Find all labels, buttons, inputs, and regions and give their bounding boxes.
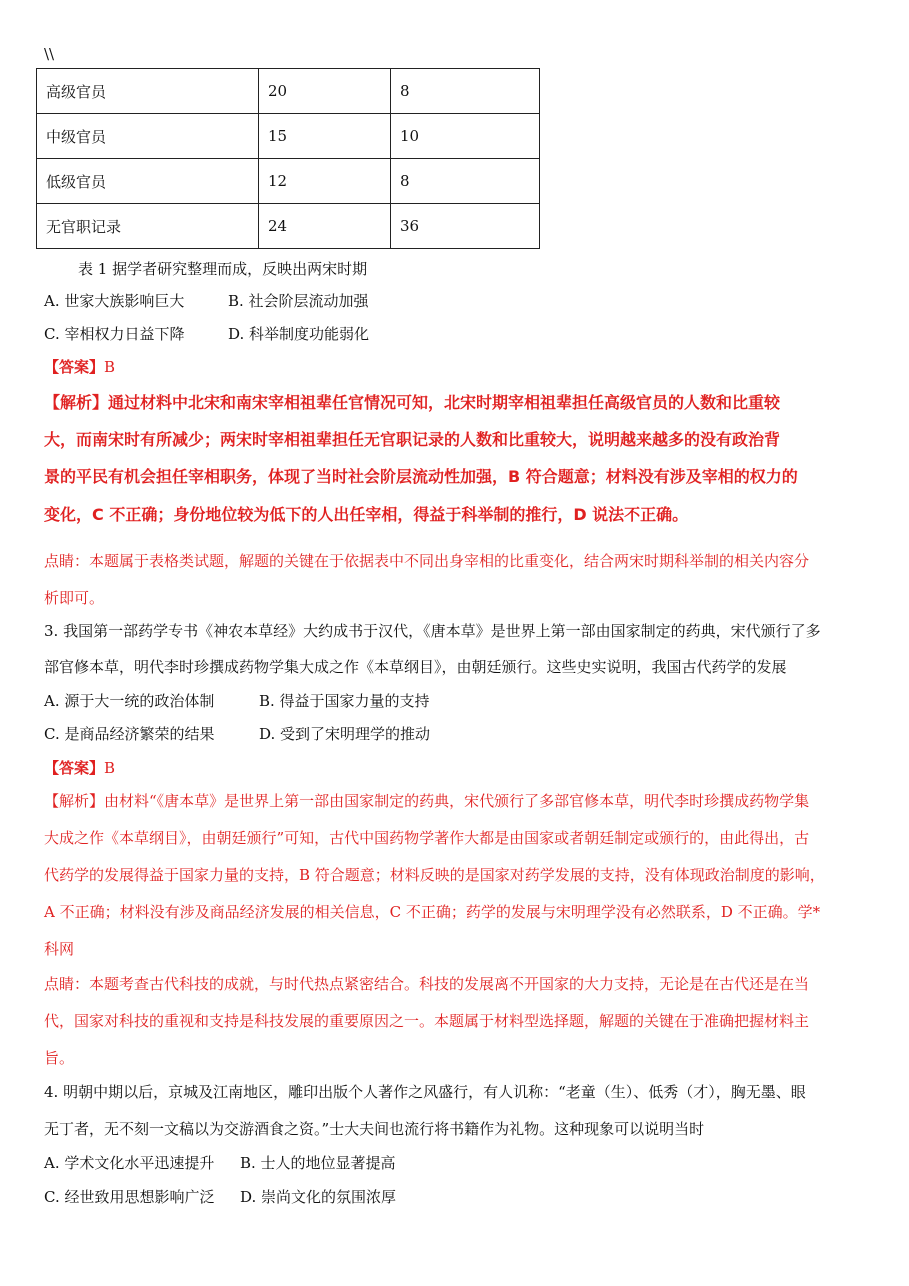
table-cell: 8 — [391, 159, 540, 204]
question-stem: 部官修本草，明代李时珍撰成药物学集大成之作《本草纲目》，由朝廷颁行。这些史实说明，我国古代药学的发展 — [44, 658, 787, 676]
option-c: C. 宰相权力日益下降 — [44, 325, 185, 343]
table-cell: 8 — [391, 69, 540, 114]
analysis-line: 【解析】由材料“《唐本草》是世界上第一部由国家制定的药典，宋代颁行了多部官修本草，明代李时珍撰成药物学集 — [44, 792, 810, 810]
option-a: A. 源于大一统的政治体制 — [44, 692, 215, 710]
table-caption: 表 1 据学者研究整理而成，反映出两宋时期 — [78, 260, 368, 278]
question-stem: 3. 我国第一部药学专书《神农本草经》大约成书于汉代，《唐本草》是世界上第一部由国家制定的药典，宋代颁行了多 — [44, 622, 821, 640]
table-row — [37, 69, 540, 114]
table-cell: 12 — [259, 159, 391, 204]
analysis-line: 科网 — [44, 940, 75, 958]
analysis-line: 【解析】通过材料中北宋和南宋宰相祖辈任官情况可知，北宋时期宰相祖辈担任高级官员的人数和比重较 — [44, 393, 781, 412]
top-mark: \\ — [44, 45, 55, 63]
table-cell: 24 — [259, 204, 391, 249]
table-cell: 15 — [259, 114, 391, 159]
table-cell: 低级官员 — [37, 159, 259, 204]
analysis-line: 变化，C 不正确；身份地位较为低下的人出任宰相，得益于科举制的推行，D 说法不正确。 — [44, 505, 689, 524]
option-b: B. 士人的地位显著提高 — [240, 1154, 396, 1172]
answer-value: B — [104, 358, 116, 376]
table-cell: 36 — [391, 204, 540, 249]
analysis-line: 代药学的发展得益于国家力量的支持，B 符合题意；材料反映的是国家对药学发展的支持，没有体现政治制度的影响， — [44, 866, 825, 884]
option-d: D. 科举制度功能弱化 — [228, 325, 370, 343]
option-a: A. 学术文化水平迅速提升 — [44, 1154, 215, 1172]
table-cell: 10 — [391, 114, 540, 159]
option-b: B. 得益于国家力量的支持 — [259, 692, 430, 710]
note-line: 点睛：本题考查古代科技的成就，与时代热点紧密结合。科技的发展离不开国家的大力支持，无论是在古代还是在当 — [44, 975, 810, 993]
analysis-line: A 不正确；材料没有涉及商品经济发展的相关信息，C 不正确；药学的发展与宋明理学没有必然联系，D 不正确。学* — [44, 903, 821, 921]
option-a: A. 世家大族影响巨大 — [44, 292, 185, 310]
table-cell: 无官职记录 — [37, 204, 259, 249]
note-line: 旨。 — [44, 1049, 75, 1067]
table-row — [37, 114, 540, 159]
table-row — [37, 204, 540, 249]
table-cell: 中级官员 — [37, 114, 259, 159]
note-line: 代，国家对科技的重视和支持是科技发展的重要原因之一。本题属于材料型选择题，解题的关键在于准确把握材料主 — [44, 1012, 810, 1030]
answer-label: 【答案】 — [44, 358, 105, 376]
analysis-line: 景的平民有机会担任宰相职务，体现了当时社会阶层流动性加强，B 符合题意；材料没有涉及宰相的权力的 — [44, 467, 798, 486]
option-d: D. 受到了宋明理学的推动 — [259, 725, 431, 743]
question-stem: 4. 明朝中期以后，京城及江南地区，雕印出版个人著作之风盛行，有人讥称：“老童（生）、低秀（才），胸无墨、眼 — [44, 1083, 806, 1101]
note-line: 析即可。 — [44, 589, 105, 607]
option-b: B. 社会阶层流动加强 — [228, 292, 369, 310]
option-c: C. 经世致用思想影响广泛 — [44, 1188, 215, 1206]
table-row — [37, 159, 540, 204]
analysis-line: 大成之作《本草纲目》，由朝廷颁行”可知，古代中国药物学著作大都是由国家或者朝廷制定或颁行的，由此得出，古 — [44, 829, 810, 847]
answer — [44, 758, 115, 778]
note-line: 点睛：本题属于表格类试题，解题的关键在于依据表中不同出身宰相的比重变化，结合两宋时期科举制的相关内容分 — [44, 552, 810, 570]
answer — [44, 357, 115, 377]
question-stem: 无丁者，无不刻一文稿以为交游酒食之资。”士大夫间也流行将书籍作为礼物。这种现象可以说明当时 — [44, 1120, 705, 1138]
table-cell: 20 — [259, 69, 391, 114]
ancestry-table — [36, 68, 540, 249]
table-cell: 高级官员 — [37, 69, 259, 114]
answer-label: 【答案】 — [44, 759, 105, 777]
analysis-line: 大，而南宋时有所减少；两宋时宰相祖辈担任无官职记录的人数和比重较大，说明越来越多的没有政治背 — [44, 430, 781, 449]
option-c: C. 是商品经济繁荣的结果 — [44, 725, 215, 743]
answer-value: B — [104, 759, 116, 777]
option-d: D. 崇尚文化的氛围浓厚 — [240, 1188, 397, 1206]
